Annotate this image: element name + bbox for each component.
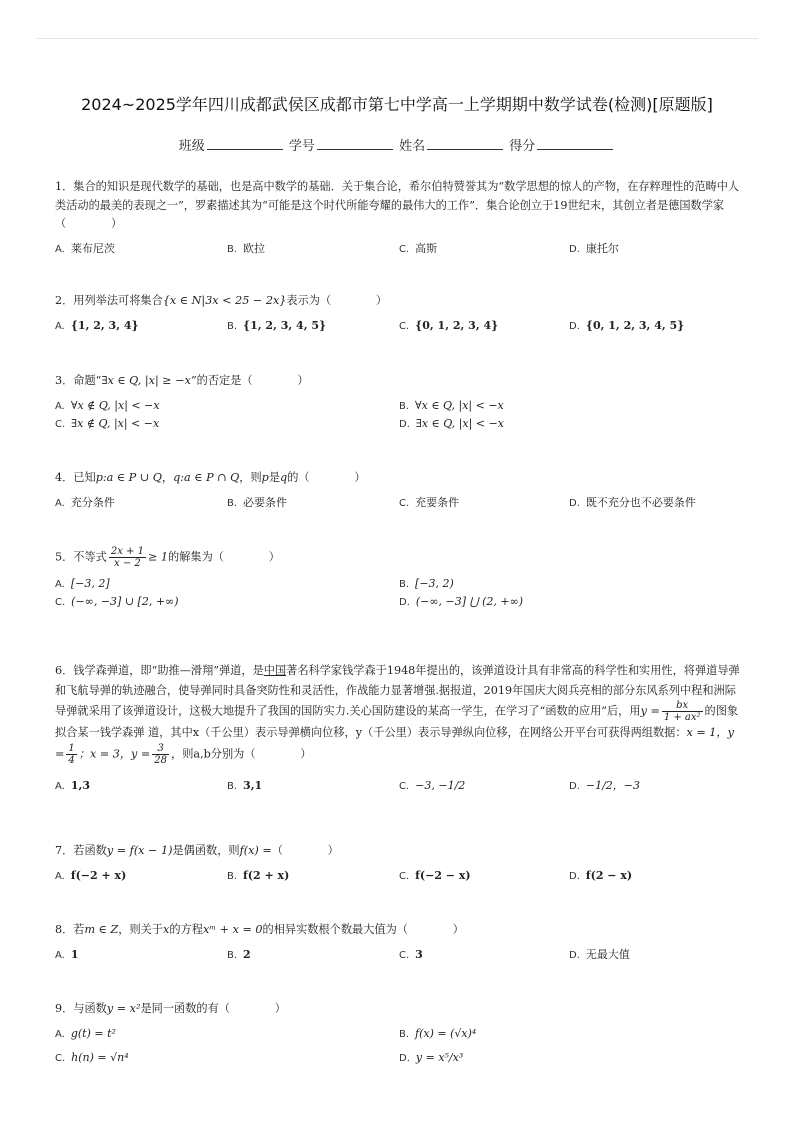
option-b[interactable]: B. 3,1 (227, 778, 263, 792)
option-b[interactable]: B. ∀x ∈ Q, |x| < −x (399, 398, 504, 412)
option-b[interactable]: B. 2 (227, 947, 251, 961)
option-d[interactable]: D. ∃x ∈ Q, |x| < −x (399, 416, 504, 430)
fraction: $\frac{2x + 1}{x - 2}$ (110, 546, 144, 569)
option-d[interactable]: D. (−∞, −3] ⋃ (2, +∞) (399, 595, 524, 608)
question-9 (55, 1000, 745, 1069)
class-blank[interactable] (207, 137, 283, 150)
option-d[interactable]: D. y = x⁵/x³ (399, 1050, 464, 1064)
option-a[interactable]: A. ∀x ∉ Q, |x| < −x (55, 398, 160, 412)
option-a[interactable]: A. 莱布尼茨 (55, 241, 115, 255)
question-stem: 1．集合的知识是现代数学的基础，也是高中数学的基础．关于集合论，希尔伯特赞誉其为“数学思想的惊人的产物，在存粹理性的范畴中人类活动的最美的表现之一”，罗素描述其为“可能是这个时代所能夸耀的最伟大的工作”．集合论创立于19世纪末，其创立者是德国数学家（ ） (55, 180, 740, 230)
option-c[interactable]: C. 高斯 (399, 241, 438, 255)
id-label: 学号 (288, 139, 315, 154)
option-c[interactable]: C. −3, −1/2 (399, 778, 466, 792)
option-c[interactable]: C. ∃x ∉ Q, |x| < −x (55, 416, 160, 430)
fraction: $\frac{3}{28}$ (154, 742, 168, 766)
option-b[interactable]: B. 欧拉 (227, 241, 266, 255)
name-label: 姓名 (399, 139, 426, 154)
question-7 (55, 842, 745, 885)
option-a[interactable]: A. 1,3 (55, 778, 90, 792)
score-blank[interactable] (537, 137, 613, 150)
options (55, 317, 745, 335)
question-stem: 6．钱学森弹道，即“助推—滑翔”弹道，是中国著名科学家钱学森于1948年提出的，该弹道设计具有非常高的科学性和实用性，将弹道导弹和飞航导弹的轨迹融合，使导弹同时具备突防性和灵活性，作战能力显著增强.据报道，2019年国庆大阅兵亮相的部分东风系列中程和洲际导弹就采用了该弹道设计，这极大地提升了我国的国防实力.关心国防建设的某高一学生，在学习了“函数的应用”后，用y = $\frac{bx}{\text{1 + ax²}}$ 的图象拟合某一钱学森弹 道，其中x（千公里）表示导弹横向位移，y（千公里）表示导弹纵向位移，在网络公开平台可获得两组数据：x = 1，y = $\frac{1}{4}$ ；x = 3，y = $\frac{3}{28}$ ，则a,b分别为（ ） (55, 664, 740, 766)
option-c[interactable]: C. (−∞, −3] ∪ [2, +∞) (55, 595, 179, 608)
option-a[interactable]: A. 充分条件 (55, 495, 115, 509)
option-a[interactable]: A. [−3, 2] (55, 577, 110, 590)
option-d[interactable]: D. 无最大值 (569, 947, 630, 961)
option-d[interactable]: D. 既不充分也不必要条件 (569, 495, 696, 509)
class-label: 班级 (178, 139, 205, 154)
student-info-row (0, 135, 794, 154)
option-b[interactable]: B. [−3, 2) (399, 577, 454, 590)
score-label: 得分 (509, 139, 536, 154)
question-3 (55, 372, 745, 433)
options (55, 867, 745, 885)
question-1 (55, 178, 745, 258)
question-8 (55, 921, 745, 964)
question-2 (55, 292, 745, 335)
options (55, 494, 745, 512)
question-4 (55, 469, 745, 512)
option-a[interactable]: A. 1 (55, 947, 79, 961)
options (55, 240, 745, 258)
option-c[interactable]: C. {0, 1, 2, 3, 4} (399, 318, 499, 332)
option-c[interactable]: C. 充要条件 (399, 495, 460, 509)
top-rule (36, 38, 758, 39)
option-a[interactable]: A. {1, 2, 3, 4} (55, 318, 139, 332)
options (55, 1025, 745, 1069)
page-title: 2024~2025学年四川成都武侯区成都市第七中学高一上学期期中数学试卷(检测)[原题版] (81, 95, 713, 114)
option-d[interactable]: D. {0, 1, 2, 3, 4, 5} (569, 318, 685, 332)
option-a[interactable]: A. g(t) = t² (55, 1026, 116, 1040)
option-d[interactable]: D. −1/2，−3 (569, 778, 641, 792)
name-blank[interactable] (427, 137, 503, 150)
question-stem: 8．若m ∈ Z，则关于x的方程xᵐ + x = 0的相异实数根个数最大值为（ ） (55, 923, 464, 936)
option-b[interactable]: B. f(2 + x) (227, 868, 290, 882)
question-6 (55, 661, 745, 794)
question-stem: 7．若函数y = f(x − 1)是偶函数，则f(x) =（ ） (55, 844, 339, 857)
option-c[interactable]: C. 3 (399, 947, 423, 961)
fraction: $\frac{1}{4}$ (68, 742, 75, 766)
options (55, 397, 745, 433)
question-stem: 2．用列举法可将集合{x ∈ N|3x < 25 − 2x}表示为（ ） (55, 294, 388, 307)
options (55, 946, 745, 964)
question-stem: 3．命题“∃x ∈ Q, |x| ≥ −x”的否定是（ ） (55, 374, 309, 387)
question-5 (55, 546, 745, 611)
option-b[interactable]: B. 必要条件 (227, 495, 288, 509)
options (55, 776, 745, 794)
option-c[interactable]: C. h(n) = √n⁴ (55, 1050, 129, 1064)
options (55, 575, 745, 611)
question-stem: 9．与函数y = x²是同一函数的有（ ） (55, 1002, 286, 1015)
id-blank[interactable] (317, 137, 393, 150)
option-c[interactable]: C. f(−2 − x) (399, 868, 471, 882)
option-b[interactable]: B. {1, 2, 3, 4, 5} (227, 318, 327, 332)
option-b[interactable]: B. f(x) = (√x)⁴ (399, 1026, 477, 1040)
question-stem: 5．不等式 $\frac{2x + 1}{x - 2}$ ≥ 1的解集为（ ） (55, 546, 280, 569)
option-a[interactable]: A. f(−2 + x) (55, 868, 127, 882)
option-d[interactable]: D. 康托尔 (569, 241, 619, 255)
option-d[interactable]: D. f(2 − x) (569, 868, 633, 882)
fraction: $\frac{bx}{\text{1 + ax²}}$ (663, 700, 701, 723)
question-stem: 4．已知p:a ∈ P ∪ Q，q:a ∈ P ∩ Q，则p是q的（ ） (55, 471, 366, 484)
